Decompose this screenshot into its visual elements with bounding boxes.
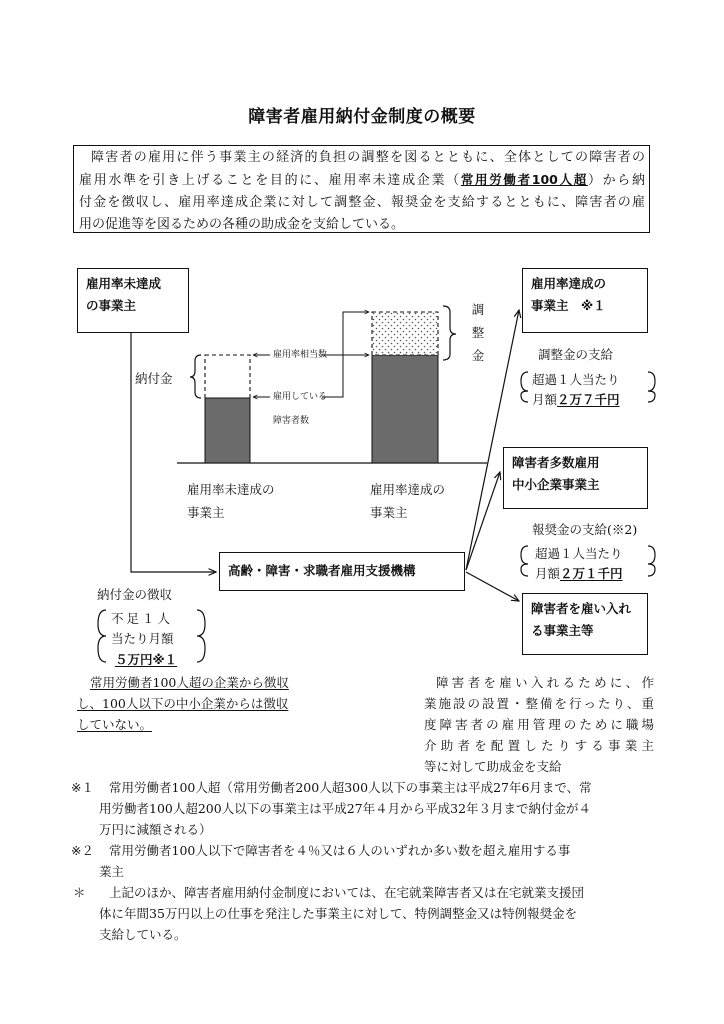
unachieved-employer-box: 雇用率未達成 の事業主 bbox=[77, 268, 189, 333]
collection-heading: 納付金の徴収 bbox=[97, 587, 173, 602]
flow-to-employer bbox=[466, 572, 519, 601]
footnote-1: ※１ 常用労働者100人超（常用労働者200人超300人以下の事業主は平成27年6月まで、常 bbox=[71, 780, 592, 795]
collection-line-2: 当たり月額 bbox=[111, 631, 174, 646]
footnote-3: ＊ 上記のほか、障害者雇用納付金制度においては、在宅就業障害者又は在宅就業支援団 bbox=[73, 885, 585, 900]
adjustment-payment-line-2: 月額２万７千円 bbox=[532, 392, 620, 407]
summary-line-4: 用の促進等を図るための各種の助成金を支給している。 bbox=[79, 217, 405, 232]
footnote-2: ※２ 常用労働者100人以下で障害者を４％又は６人のいずれか多い数を超え雇用する事 bbox=[71, 843, 571, 858]
page-title: 障害者雇用納付金制度の概要 bbox=[248, 107, 476, 127]
employed-label-1: 雇用している bbox=[273, 392, 328, 402]
left-employed-bar bbox=[205, 398, 250, 463]
reward-payment-line-1: 超過１人当たり bbox=[535, 546, 623, 561]
hiring-employer-box: 障害者を雇い入れ る事業主等 bbox=[522, 593, 648, 655]
adjustment-label: 調整金 bbox=[471, 302, 485, 363]
right-bar-label: 雇用率達成の 事業主 bbox=[370, 482, 446, 520]
left-shortfall-bar bbox=[205, 355, 250, 398]
summary-line-2: 雇用水準を引き上げることを目的に、雇用率未達成企業（常用労働者100人超）から納 bbox=[79, 172, 645, 188]
employed-label-2: 障害者数 bbox=[273, 416, 310, 426]
required-count-label: 雇用率相当数 bbox=[273, 350, 328, 360]
collect-right-paren bbox=[197, 610, 205, 662]
reward-payment-heading: 報奨金の支給(※2) bbox=[532, 522, 638, 537]
reward-right-paren bbox=[648, 546, 655, 576]
right-excess-bar bbox=[372, 312, 438, 355]
collection-amount: ５万円※１ bbox=[115, 652, 178, 667]
adjustment-payment-heading: 調整金の支給 bbox=[538, 347, 614, 362]
right-employed-bar bbox=[372, 355, 438, 463]
collect-left-paren bbox=[98, 610, 106, 662]
jeed-organization-box: 高齢・障害・求職者雇用支援機構 bbox=[219, 552, 465, 591]
summary-line-1: 障害者の雇用に伴う事業主の経済的負担の調整を図るとともに、全体としての障害者の bbox=[91, 150, 645, 165]
summary-line-3: 付金を徴収し、雇用率達成企業に対して調整金、報奨金を支給するとともに、障害者の雇 bbox=[79, 195, 645, 210]
adjustment-payment-line-1: 超過１人当たり bbox=[532, 372, 620, 387]
adjust-left-paren bbox=[521, 372, 528, 402]
adjust-right-paren bbox=[648, 372, 655, 402]
adjustment-brace bbox=[443, 306, 456, 360]
subsidy-note: 障害者を雇い入れるために、作 業施設の設置・整備を行ったり、重 度障害者の雇用管理のために職場 介助者を配置したりする事業主 等に対して助成金を支給 bbox=[424, 675, 654, 774]
left-bar-label: 雇用率未達成の 事業主 bbox=[187, 482, 275, 520]
reward-payment-line-2: 月額２万１千円 bbox=[535, 566, 623, 581]
collection-note: 常用労働者100人超の企業から徴収 し、100人以下の中小企業からは徴収 していない。 bbox=[77, 675, 289, 732]
reward-left-paren bbox=[521, 546, 528, 576]
payment-brace bbox=[190, 355, 201, 398]
large-employer-emphasis: 常用労働者100人超 bbox=[460, 172, 588, 187]
achieved-employer-box: 雇用率達成の 事業主 ※１ bbox=[522, 268, 648, 333]
footnotes: ※１ 常用労働者100人超（常用労働者200人超300人以下の事業主は平成27年6月まで、常 用労働者100人超200人以下の事業主は平成27年４月から平成32年３月まで納付金が４ 万円に減額される） ※２ 常用労働者100人以下で障害者を４％又は６人のいずれか多い数を超え雇用する事 業主 ＊ 上記のほか、障害者雇用納付金制度においては、在宅就業障害者又は在宅就業支援団 体に年間35万円以上の仕事を発注した事業主に対して、特例調整金又は特例報奨金を 支給している。 bbox=[71, 777, 661, 945]
reward-amount: ２万１千円 bbox=[560, 566, 623, 581]
collection-line-1: 不足１人 bbox=[111, 611, 174, 626]
payment-label: 納付金 bbox=[135, 371, 173, 386]
adjustment-amount: ２万７千円 bbox=[557, 392, 620, 407]
sme-employer-box: 障害者多数雇用 中小企業事業主 bbox=[503, 447, 648, 509]
